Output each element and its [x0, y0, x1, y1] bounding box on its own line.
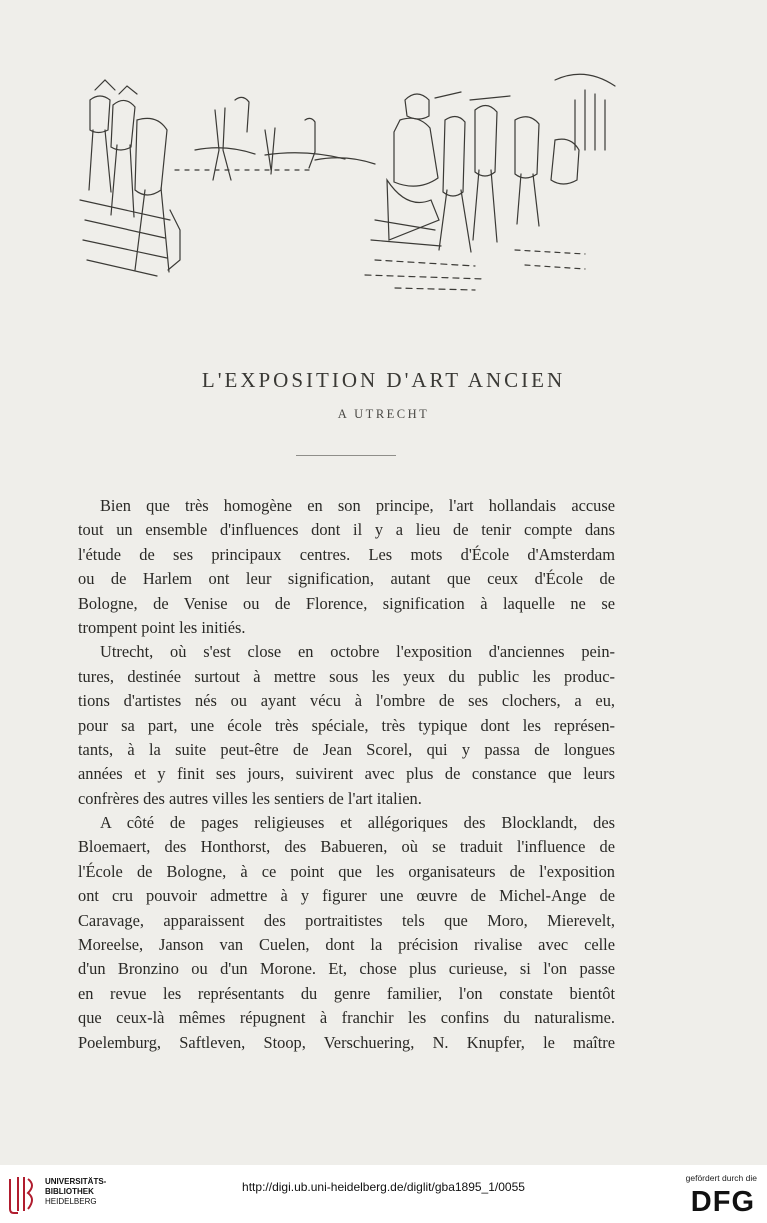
text-line: Bien que très homogène en son principe, l'art hollandais accuse [100, 496, 615, 515]
title-divider [296, 455, 396, 456]
dfg-logo: DFG [690, 1186, 755, 1218]
text-line: tions d'artistes nés ou ayant vécu à l'ombre de ses clochers, a eu, [78, 691, 615, 711]
text-line: Caravage, apparaissent des portraitistes tels que Moro, Mierevelt, [78, 910, 615, 930]
text-line: ou de Harlem ont leur signification, autant que ceux d'École de [78, 569, 615, 589]
library-name-line: BIBLIOTHEK [45, 1187, 94, 1196]
text-line: ont cru pouvoir admettre à y figurer une œuvre de Michel-Ange de [78, 886, 615, 906]
text-line: pour sa part, une école très spéciale, très typique dont les représen- [78, 715, 615, 735]
text-line: en revue les représentants du genre familier, l'on constate bientôt [78, 983, 615, 1003]
text-line: Utrecht, où s'est close en octobre l'exposition d'anciennes pein- [100, 642, 615, 662]
library-name-line: UNIVERSITÄTS- [45, 1177, 107, 1186]
text-line: années et y finit ses jours, suivirent avec plus de constance que leurs [78, 764, 615, 784]
text-line: tout un ensemble d'influences dont il y a lieu de tenir compte dans [78, 520, 615, 540]
text-line: confrères des autres villes les sentiers de l'art italien. [78, 788, 422, 808]
text-line: que ceux-là mêmes répugnent à franchir les confins du naturalisme. [78, 1008, 615, 1028]
text-line: Poelemburg, Saftleven, Stoop, Verschuering, N. Knupfer, le maître [78, 1032, 615, 1052]
text-line: Bloemaert, des Honthorst, des Babueren, où se traduit l'influence de [78, 837, 615, 857]
article-body [78, 494, 615, 1055]
text-line: tures, destinée surtout à mettre sous les yeux du public les produc- [78, 666, 615, 686]
permalink-url[interactable]: http://digi.ub.uni-heidelberg.de/diglit/gba1895_1/0055 [242, 1180, 525, 1194]
text-line: A côté de pages religieuses et allégoriques des Blocklandt, des [100, 813, 615, 833]
text-line: tants, à la suite peut-être de Jean Scorel, qui y passa de longues [78, 739, 615, 759]
text-line: d'un Bronzino ou d'un Morone. Et, chose plus curieuse, si l'on passe [78, 959, 615, 979]
skating-illustration [75, 60, 620, 300]
text-line: Moreelse, Janson van Cuelen, dont la précision rivalise avec celle [78, 935, 615, 955]
text-line: Bologne, de Venise ou de Florence, signification à laquelle ne se [78, 593, 615, 613]
text-line: trompent point les initiés. [78, 617, 246, 637]
article-title: L'EXPOSITION D'ART ANCIEN [201, 368, 566, 392]
article-subtitle: A UTRECHT [337, 407, 430, 421]
viewer-footer [0, 1165, 767, 1223]
text-line: l'étude de ses principaux centres. Les mots d'École d'Amsterdam [78, 544, 615, 564]
text-line: l'École de Bologne, à ce point que les organisateurs de l'exposition [78, 861, 615, 881]
funding-note: gefördert durch die [685, 1173, 757, 1183]
library-name-line: HEIDELBERG [45, 1197, 97, 1206]
